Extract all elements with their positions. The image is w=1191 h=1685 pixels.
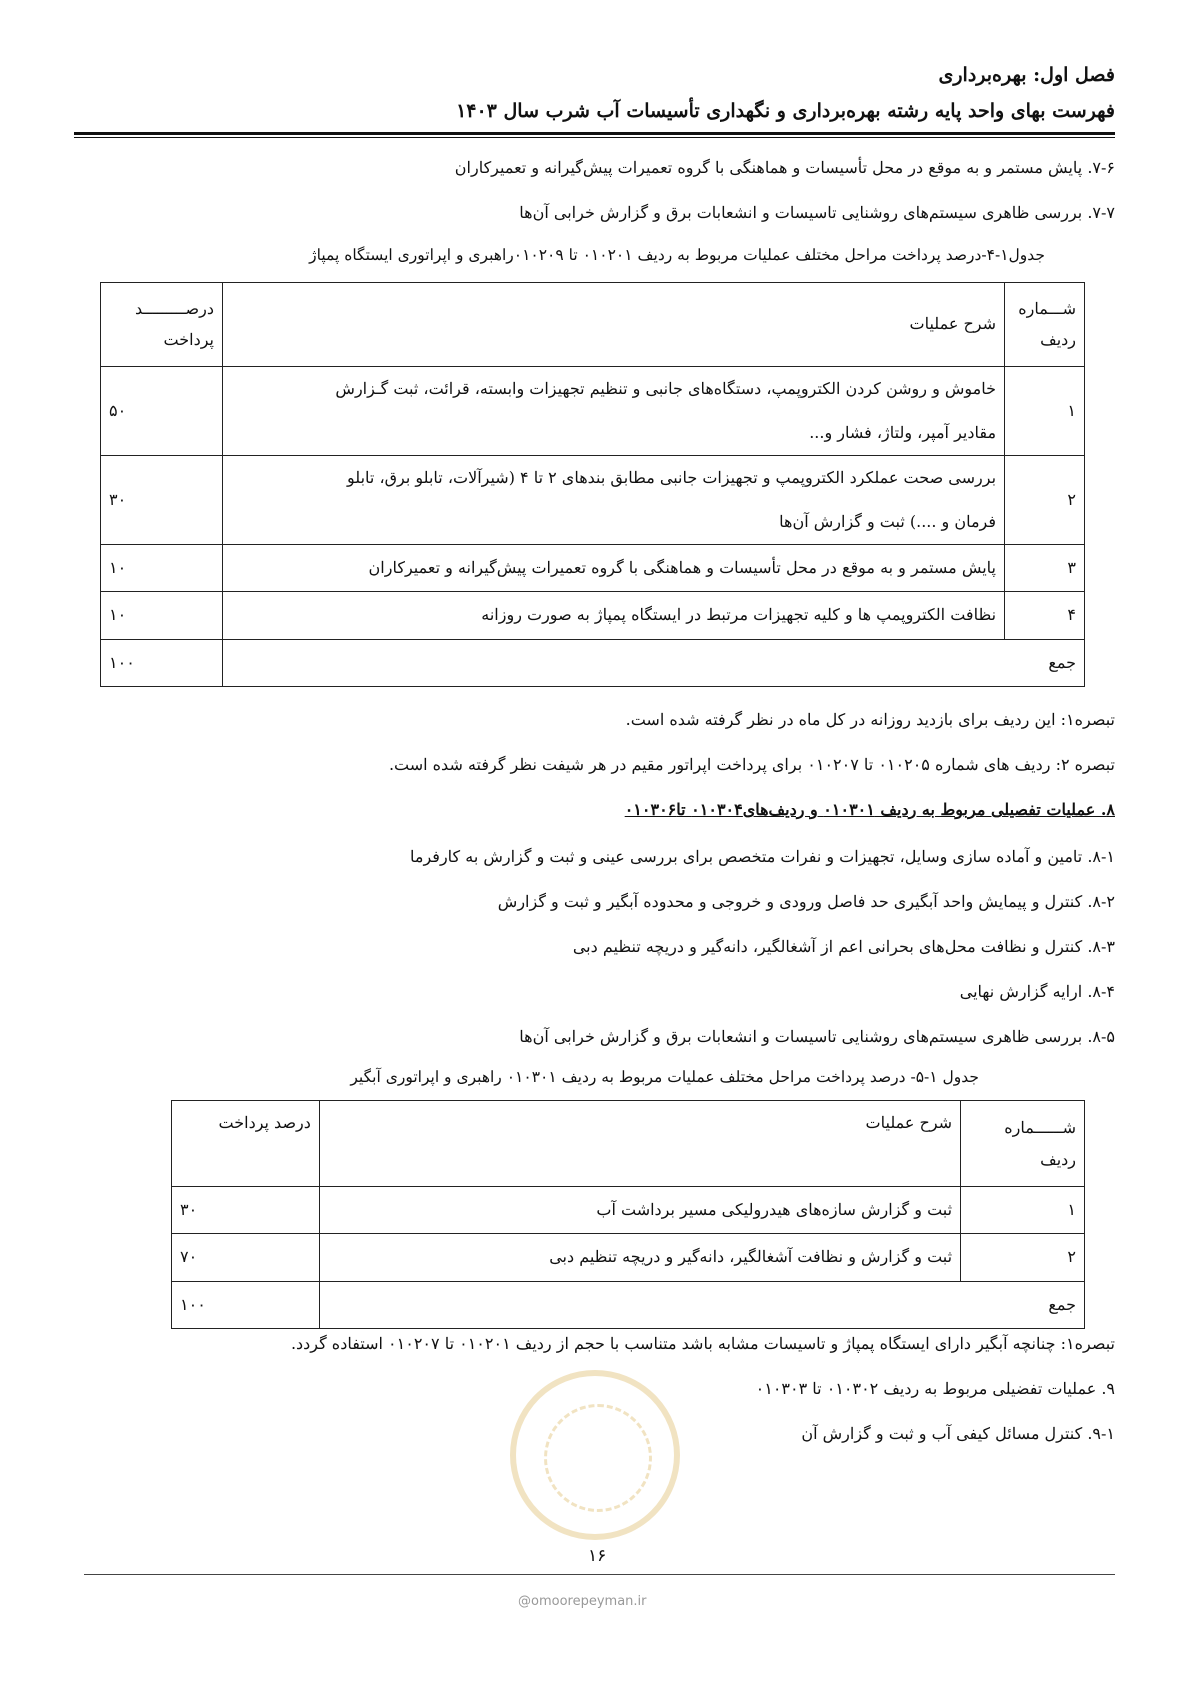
item-7-6: ۷-۶. پایش مستمر و به موقع در محل تأسیسات و هماهنگی با گروه تعمیرات پیش‌گیرانه و تعمیرکاران <box>454 158 1115 177</box>
table1-total-row <box>101 639 1085 686</box>
row-number: ۲ <box>1005 456 1085 545</box>
table-row <box>172 1234 1085 1281</box>
item-7-7: ۷-۷. بررسی ظاهری سیستم‌های روشنایی تاسیسات و انشعابات برق و گزارش خرابی آن‌ها <box>519 203 1115 222</box>
header-rowno-line2: ردیف <box>1040 329 1076 349</box>
row-description-line1: خاموش و روشن کردن الکتروپمپ، دستگاه‌های جانبی و تنظیم تجهیزات وابسته، قرائت، ثبت گـزارش <box>335 379 997 398</box>
document-title: فهرست بهای واحد پایه رشته بهره‌برداری و نگهداری تأسیسات آب شرب سال ۱۴۰۳ <box>456 100 1115 122</box>
section8-heading: ۸. عملیات تفصیلی مربوط به ردیف ۰۱۰۳۰۱ و ردیف‌های۰۱۰۳۰۴ تا۰۱۰۳۰۶ <box>624 800 1115 819</box>
row-number: ۱ <box>961 1187 1085 1234</box>
row-description-line1: بررسی صحت عملکرد الکتروپمپ و تجهیزات جانبی مطابق بندهای ۲ تا ۴ (شیرآلات، تابلو برق، تابلو <box>347 468 997 487</box>
row-description: پایش مستمر و به موقع در محل تأسیسات و هماهنگی با گروه تعمیرات پیش‌گیرانه و تعمیرکاران <box>222 545 1004 592</box>
item-8-5: ۸-۵. بررسی ظاهری سیستم‌های روشنایی تاسیسات و انشعابات برق و گزارش خرابی آن‌ها <box>519 1027 1115 1046</box>
seal-inner-ring-icon <box>544 1404 652 1512</box>
item-9-1: ۹-۱. کنترل مسائل کیفی آب و ثبت و گزارش آن <box>801 1424 1115 1443</box>
table1 <box>100 282 1085 687</box>
table2-header-desc: شرح عملیات <box>319 1101 960 1187</box>
table2 <box>171 1100 1085 1329</box>
row-description: نظافت الکتروپمپ ها و کلیه تجهیزات مرتبط در ایستگاه پمپاژ به صورت روزانه <box>222 592 1004 639</box>
page-number: ۱۶ <box>588 1546 607 1566</box>
row-payment: ۳۰ <box>101 456 223 545</box>
header-pay-line2: پرداخت <box>163 329 214 349</box>
row-payment: ۱۰ <box>101 545 223 592</box>
row-payment: ۵۰ <box>101 367 223 456</box>
row-payment: ۷۰ <box>172 1234 320 1281</box>
table2-header-row <box>172 1101 1085 1187</box>
row-number: ۲ <box>961 1234 1085 1281</box>
table-row <box>101 367 1085 456</box>
table1-caption: جدول۱-۴-درصد پرداخت مراحل مختلف عملیات مربوط به ردیف ۰۱۰۲۰۱ تا ۰۱۰۲۰۹راهبری و اپراتوری ایستگاه پمپاژ <box>309 246 1045 264</box>
row-payment: ۱۰ <box>101 592 223 639</box>
note-3: تبصره۱: چنانچه آبگیر دارای ایستگاه پمپاژ و تاسیسات مشابه باشد متناسب با حجم از ردیف ۰۱۰۲۰۱ تا ۰۱۰۲۰۷ استفاده گردد. <box>290 1334 1115 1353</box>
row-description <box>222 456 1004 545</box>
row-description-line2: فرمان و ....) ثبت و گزارش آن‌ها <box>779 512 997 531</box>
item-8-2: ۸-۲. کنترل و پیمایش واحد آبگیری حد فاصل ورودی و خروجی و محدوده آبگیر و ثبت و گزارش <box>497 892 1115 911</box>
row-description <box>222 367 1004 456</box>
item-8-4: ۸-۴. ارایه گزارش نهایی <box>959 982 1115 1001</box>
table1-header-rowno <box>1005 283 1085 367</box>
total-label: جمع <box>319 1281 1084 1328</box>
table2-header-pay: درصد پرداخت <box>172 1101 320 1187</box>
item-9: ۹. عملیات تفضیلی مربوط به ردیف ۰۱۰۳۰۲ تا ۰۱۰۳۰۳ <box>755 1379 1115 1398</box>
chapter-title: فصل اول: بهره‌برداری <box>938 64 1115 86</box>
note-2: تبصره ۲: ردیف های شماره ۰۱۰۲۰۵ تا ۰۱۰۲۰۷ برای پرداخت اپراتور مقیم در هر شیفت نظر گرفته شده است. <box>388 755 1115 774</box>
total-label: جمع <box>222 639 1084 686</box>
row-number: ۱ <box>1005 367 1085 456</box>
header-pay-line1: درصـــــــــد <box>134 299 214 319</box>
row-number: ۳ <box>1005 545 1085 592</box>
row-description: ثبت و گزارش سازه‌های هیدرولیکی مسیر برداشت آب <box>319 1187 960 1234</box>
table2-header-rowno <box>961 1101 1085 1187</box>
table2-total-row <box>172 1281 1085 1328</box>
table1-header-desc: شرح عملیات <box>222 283 1004 367</box>
total-value: ۱۰۰ <box>101 639 223 686</box>
header-rule <box>74 132 1115 135</box>
row-number: ۴ <box>1005 592 1085 639</box>
header-rowno-line1: شــــــماره <box>1004 1118 1076 1138</box>
header-rowno-line1: شـــماره <box>1018 299 1076 319</box>
row-description-line2: مقادیر آمپر، ولتاژ، فشار و... <box>809 423 997 442</box>
seal-watermark-icon <box>510 1370 680 1540</box>
header-rowno-line2: ردیف <box>1040 1149 1076 1169</box>
table-row <box>101 456 1085 545</box>
item-8-1: ۸-۱. تامین و آماده سازی وسایل، تجهیزات و نفرات متخصص برای بررسی عینی و ثبت و گزارش به کارفرما <box>410 847 1115 866</box>
table2-caption: جدول ۱-۵- درصد پرداخت مراحل مختلف عملیات مربوط به ردیف ۰۱۰۳۰۱ راهبری و اپراتوری آبگیر <box>350 1068 979 1086</box>
total-value: ۱۰۰ <box>172 1281 320 1328</box>
note-1: تبصره۱: این ردیف برای بازدید روزانه در کل ماه در نظر گرفته شده است. <box>625 710 1115 729</box>
row-description: ثبت و گزارش و نظافت آشغالگیر، دانه‌گیر و دریچه تنظیم دبی <box>319 1234 960 1281</box>
row-payment: ۳۰ <box>172 1187 320 1234</box>
table1-header-pay <box>101 283 223 367</box>
table-row <box>101 592 1085 639</box>
footer-rule <box>84 1574 1115 1575</box>
site-watermark: @omoorepeyman.ir <box>518 1594 647 1609</box>
table-row <box>172 1187 1085 1234</box>
table1-header-row <box>101 283 1085 367</box>
table-row <box>101 545 1085 592</box>
header-rule-thin <box>74 137 1115 138</box>
item-8-3: ۸-۳. کنترل و نظافت محل‌های بحرانی اعم از آشغالگیر، دانه‌گیر و دریچه تنظیم دبی <box>572 937 1115 956</box>
